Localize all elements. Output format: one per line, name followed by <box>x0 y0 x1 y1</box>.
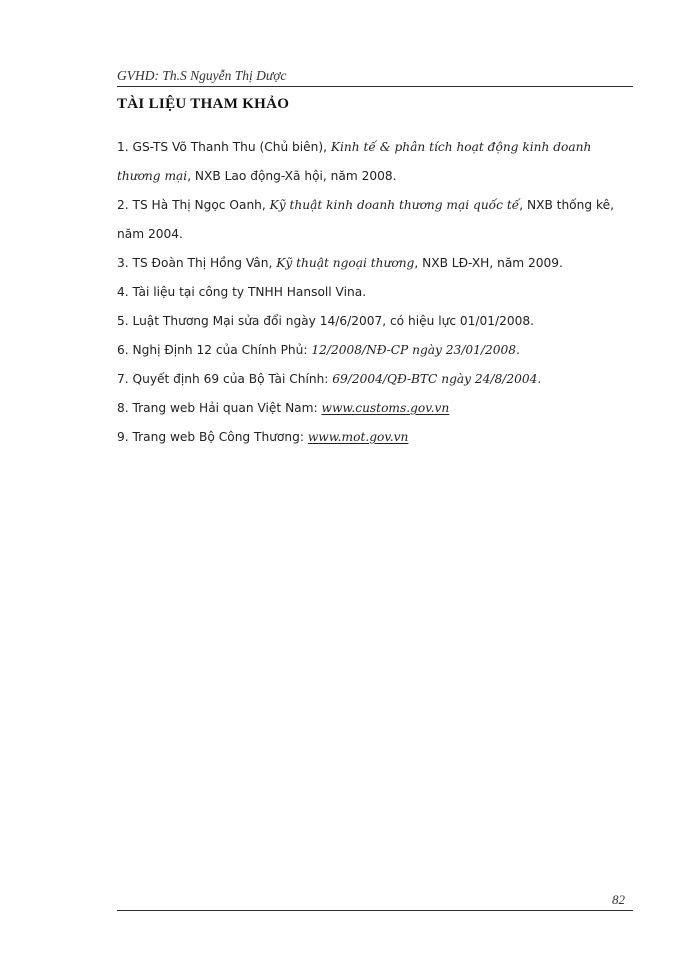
reference-title: Kinh tế & phân tích hoạt động kinh doanh thương mại <box>117 140 592 183</box>
reference-text: 5. Luật Thương Mại sửa đổi ngày 14/6/2007, có hiệu lực 01/01/2008. <box>117 314 535 328</box>
header-advisor-text: GVHD: Th.S Nguyễn Thị Dược <box>117 68 287 83</box>
reference-text: 6. Nghị Định 12 của Chính Phủ: <box>117 343 312 357</box>
reference-text: 3. TS Đoàn Thị Hồng Vân, <box>117 256 277 270</box>
reference-publisher: , NXB thống kê, năm 2004. <box>117 198 614 241</box>
reference-text: 4. Tài liệu tại công ty TNHH Hansoll Vina. <box>117 285 367 299</box>
reference-item-9 <box>117 423 627 452</box>
customs-website-link[interactable]: www.customs.gov.vn <box>321 401 450 415</box>
reference-publisher: , NXB LĐ-XH, năm 2009. <box>414 256 563 270</box>
reference-text: 1. GS-TS Võ Thanh Thu (Chủ biên), <box>117 140 331 154</box>
reference-text: 7. Quyết định 69 của Bộ Tài Chính: <box>117 372 333 386</box>
reference-item-2 <box>117 191 627 249</box>
reference-publisher: , NXB Lao động-Xã hội, năm 2008. <box>187 169 397 183</box>
reference-item-8 <box>117 394 627 423</box>
reference-item-1 <box>117 133 627 191</box>
reference-item-4 <box>117 278 627 307</box>
reference-item-3 <box>117 249 627 278</box>
reference-text: 2. TS Hà Thị Ngọc Oanh, <box>117 198 270 212</box>
reference-item-5 <box>117 307 627 336</box>
page-header <box>117 66 633 87</box>
page-footer <box>117 892 633 911</box>
page-number: 82 <box>612 892 625 907</box>
reference-item-7 <box>117 365 627 394</box>
reference-text: 9. Trang web Bộ Công Thương: <box>117 430 308 444</box>
page-title: TÀI LIỆU THAM KHẢO <box>117 96 290 112</box>
reference-title: Kỹ thuật kinh doanh thương mại quốc tế <box>269 198 520 212</box>
reference-text: 8. Trang web Hải quan Việt Nam: <box>117 401 322 415</box>
reference-title: Kỹ thuật ngoại thương <box>276 256 415 270</box>
reference-list <box>117 133 627 452</box>
reference-decree-number: 12/2008/NĐ-CP ngày 23/01/2008. <box>311 343 520 357</box>
reference-item-6 <box>117 336 627 365</box>
reference-decision-number: 69/2004/QĐ-BTC ngày 24/8/2004. <box>332 372 542 386</box>
mot-website-link[interactable]: www.mot.gov.vn <box>307 430 409 444</box>
